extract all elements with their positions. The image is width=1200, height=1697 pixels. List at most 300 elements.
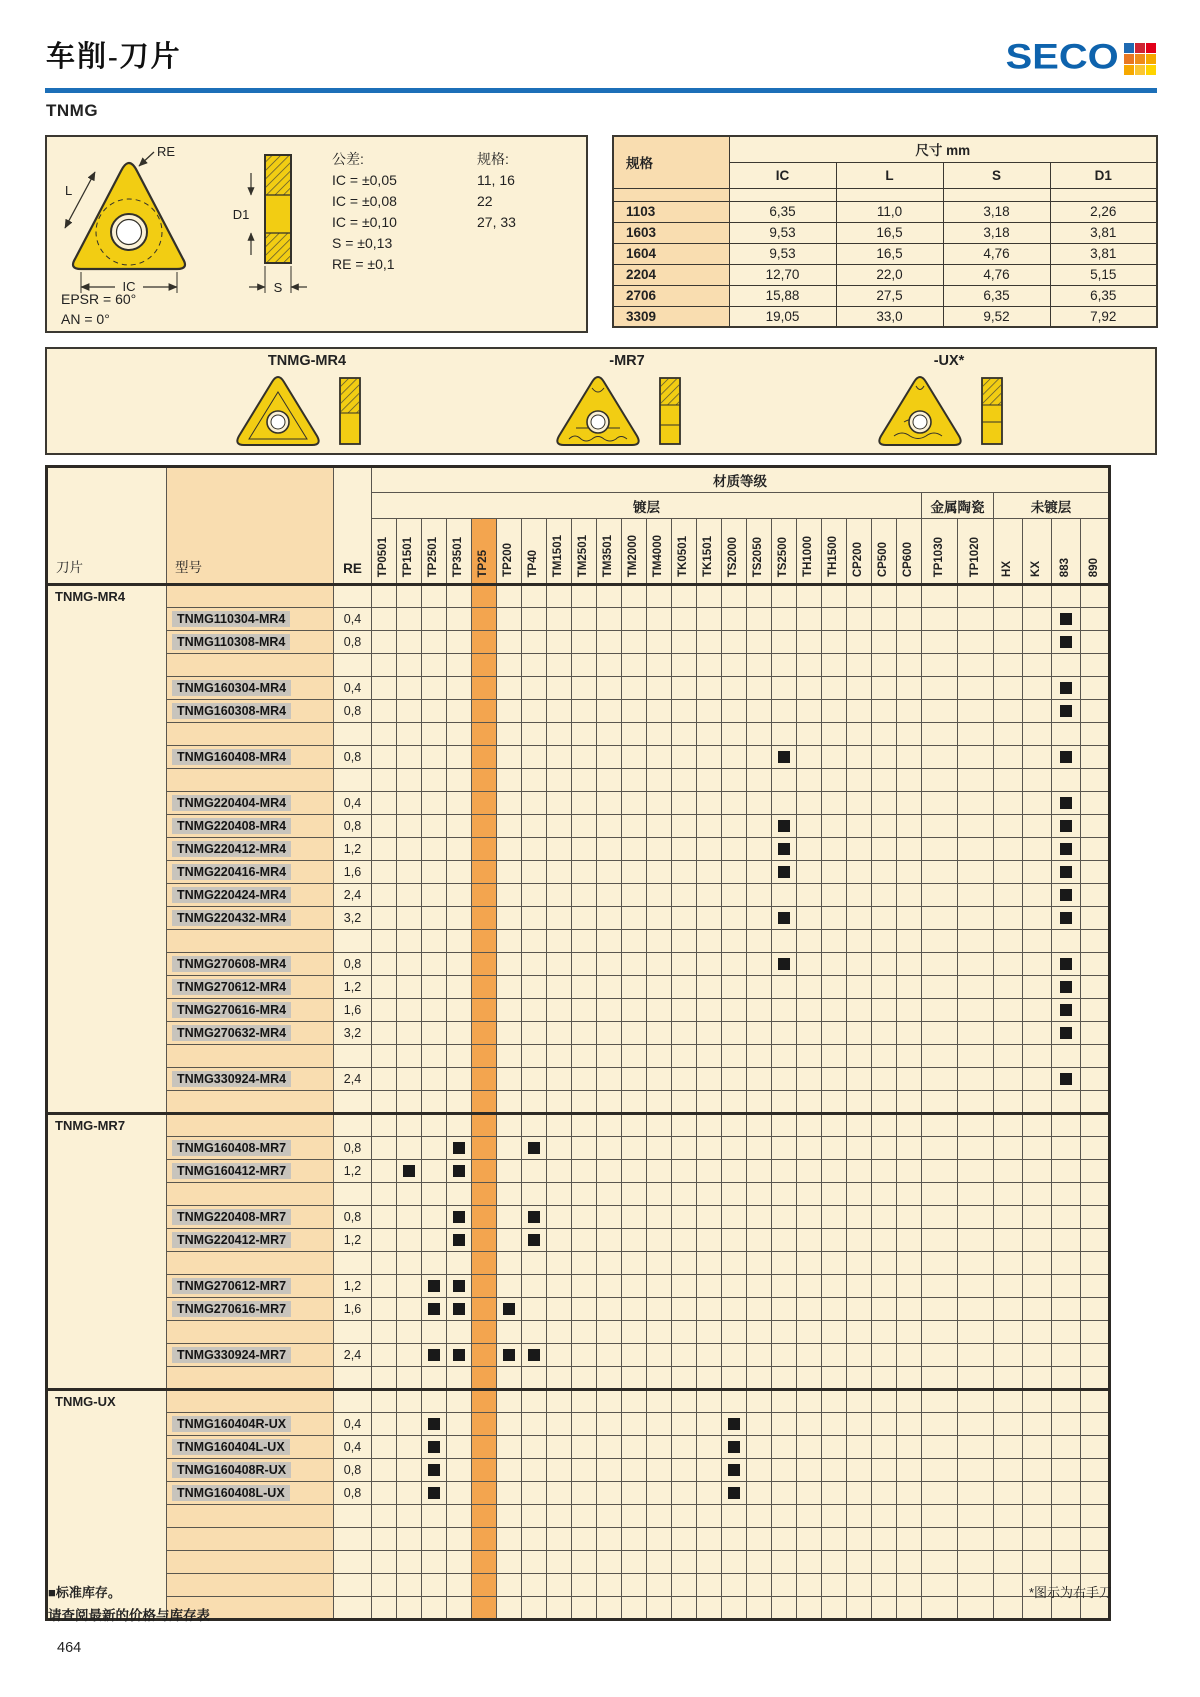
grade-cell [994,1160,1023,1183]
grade-cell [622,1183,647,1206]
grade-cell [647,608,672,631]
matrix-row [47,1413,1110,1436]
grade-cell [747,631,772,654]
grade-cell [522,1390,547,1413]
grade-cell [847,1482,872,1505]
grade-cell [547,792,572,815]
grade-cell [1052,792,1081,815]
grade-cell [872,1298,897,1321]
insert-family-cell [47,677,167,700]
grade-cell [822,700,847,723]
grade-cell [597,792,622,815]
col-header-ic: IC [729,162,836,188]
grade-column-header [922,519,958,585]
dim-value-cell: 15,88 [729,285,836,306]
grade-cell [747,1183,772,1206]
grade-cell [422,1206,447,1229]
grade-cell [958,1275,994,1298]
seco-logo-text: SECO [1005,38,1119,77]
grade-cell [797,1183,822,1206]
grade-cell [822,815,847,838]
grade-cell [958,700,994,723]
grade-cell [772,1068,797,1091]
grade-cell [397,608,422,631]
grade-cell [622,1160,647,1183]
grade-cell [722,1436,747,1459]
grade-cell [994,585,1023,608]
grade-cell [747,608,772,631]
grade-cell [672,1413,697,1436]
dim-value-cell: 27,5 [836,285,943,306]
grade-cell [747,1068,772,1091]
re-cell: 2,4 [334,1344,372,1367]
matrix-row [47,815,1110,838]
grade-cell [422,700,447,723]
seco-logo [1005,38,1156,77]
model-cell [167,1367,334,1390]
grade-cell [747,585,772,608]
grade-cell [372,723,397,746]
insert-view-mr7 [487,353,767,452]
grade-cell [372,1068,397,1091]
grade-cell [672,792,697,815]
model-cell [167,631,334,654]
grade-cell [722,1597,747,1620]
re-cell [334,1528,372,1551]
grade-cell [672,1459,697,1482]
grade-cell [572,1528,597,1551]
grade-cell [1052,976,1081,999]
grade-cell [847,631,872,654]
grade-cell [647,1413,672,1436]
grade-cell [547,1275,572,1298]
matrix-row [47,1367,1110,1390]
grade-cell [522,585,547,608]
grade-cell [897,1275,922,1298]
grade-cell [822,769,847,792]
grade-cell [622,1045,647,1068]
grade-cell [797,1160,822,1183]
grade-cell [572,907,597,930]
matrix-row [47,1528,1110,1551]
grade-cell [797,1505,822,1528]
grade-cell [422,1482,447,1505]
grade-cell [1081,838,1110,861]
grade-cell [397,677,422,700]
grade-cell [447,677,472,700]
grade-cell [722,1505,747,1528]
grade-cell [522,1436,547,1459]
grade-cell [872,1505,897,1528]
grade-cell [547,1068,572,1091]
grade-cell [872,1574,897,1597]
grade-cell [597,723,622,746]
grade-column-label: CP500 [877,541,890,577]
grade-cell [572,654,597,677]
grade-cell [697,677,722,700]
col-header-d1: D1 [1050,162,1157,188]
grade-cell [647,838,672,861]
grade-cell [597,1459,622,1482]
grade-column-header [622,519,647,585]
grade-cell [772,1022,797,1045]
grade-cell [958,1574,994,1597]
grade-cell [372,746,397,769]
grade-cell [922,1068,958,1091]
grade-cell [994,953,1023,976]
model-label: TNMG160408R-UX [172,1462,291,1478]
grade-cell [697,861,722,884]
grade-cell [622,1597,647,1620]
grade-cell [547,838,572,861]
grade-cell [397,1436,422,1459]
grade-cell [822,723,847,746]
grade-cell [397,1321,422,1344]
grade-cell [994,1528,1023,1551]
model-cell [167,677,334,700]
grade-cell [397,999,422,1022]
grade-cell [958,1252,994,1275]
grade-cell [994,1045,1023,1068]
grade-cell [994,1068,1023,1091]
grade-cell [958,654,994,677]
grade-cell [422,884,447,907]
grade-cell [497,1505,522,1528]
grade-cell [872,1022,897,1045]
grade-cell [622,792,647,815]
insert-styles-box [45,347,1157,455]
grade-cell [372,585,397,608]
grade-cell [994,815,1023,838]
grade-cell [772,1390,797,1413]
grade-cell [1081,884,1110,907]
grade-cell [1052,907,1081,930]
grade-cell [922,1298,958,1321]
grade-cell [722,1482,747,1505]
grade-cell [547,1413,572,1436]
grade-column-header [472,519,497,585]
grade-cell [872,1137,897,1160]
grade-cell [772,1160,797,1183]
grade-column-header [422,519,447,585]
grade-cell [372,976,397,999]
insert-family-cell [47,723,167,746]
grade-cell [372,1367,397,1390]
grade-cell [1023,1068,1052,1091]
grade-cell [922,608,958,631]
grade-cell [697,1597,722,1620]
matrix-row [47,1137,1110,1160]
grade-cell [747,861,772,884]
grade-cell [822,1068,847,1091]
grade-cell [447,746,472,769]
model-cell [167,1206,334,1229]
grade-cell [1023,1482,1052,1505]
grade-cell [397,1574,422,1597]
re-cell: 0,4 [334,1436,372,1459]
grade-column-header [897,519,922,585]
grade-cell [1052,1528,1081,1551]
grade-cell [472,930,497,953]
grade-cell [822,1022,847,1045]
grade-cell [994,792,1023,815]
grade-cell [547,1597,572,1620]
grade-cell [647,677,672,700]
grade-cell [447,631,472,654]
re-cell: 1,6 [334,999,372,1022]
grade-cell [772,585,797,608]
grade-cell [622,585,647,608]
grade-cell [958,1114,994,1137]
grade-cell [422,1367,447,1390]
grade-cell [797,1459,822,1482]
matrix-row [47,1505,1110,1528]
grade-cell [497,930,522,953]
grade-cell [672,769,697,792]
grade-cell [1081,1183,1110,1206]
spacer-cell [836,188,943,201]
grade-cell [447,838,472,861]
grade-cell [497,677,522,700]
model-cell [167,907,334,930]
grade-cell [447,884,472,907]
grade-cell [994,907,1023,930]
grade-cell [472,1091,497,1114]
grade-column-header [958,519,994,585]
grade-cell [397,815,422,838]
grade-cell [897,1528,922,1551]
grade-cell [547,631,572,654]
matrix-row [47,907,1110,930]
insert-family-cell [47,930,167,953]
grade-cell [472,677,497,700]
model-cell [167,1252,334,1275]
grade-cell [572,1551,597,1574]
grade-cell [672,861,697,884]
grade-cell [1081,608,1110,631]
insert-family-cell: TNMG-MR7 [47,1114,167,1137]
grade-cell [597,1413,622,1436]
tolerance-line: RE = ±0,1 [332,256,395,272]
grade-cell [672,654,697,677]
grade-cell [647,815,672,838]
grade-cell [572,1022,597,1045]
grade-cell [994,1229,1023,1252]
grade-cell [697,999,722,1022]
grade-cell [772,1459,797,1482]
spec-line: 22 [477,193,493,209]
grade-cell [1081,1068,1110,1091]
grade-cell [872,631,897,654]
grade-cell [572,976,597,999]
grade-cell [647,1091,672,1114]
insert-family-cell [47,815,167,838]
grade-cell [497,907,522,930]
grade-cell [422,1436,447,1459]
grade-cell [772,723,797,746]
re-cell: 1,2 [334,1275,372,1298]
grade-cell [572,1505,597,1528]
matrix-row [47,1459,1110,1482]
grade-cell [994,884,1023,907]
grade-cell [747,1482,772,1505]
grade-cell [547,1551,572,1574]
grade-cell [822,585,847,608]
grade-cell [647,1344,672,1367]
grade-cell [1023,1275,1052,1298]
grade-cell [497,1413,522,1436]
model-label: TNMG270616-MR7 [172,1301,291,1317]
grade-cell [397,792,422,815]
grade-cell [522,1252,547,1275]
grade-cell [922,1091,958,1114]
grade-cell [897,815,922,838]
grade-cell [372,1252,397,1275]
grade-cell [397,723,422,746]
grade-cell [422,1160,447,1183]
d1-dim-label: D1 [232,207,250,222]
grade-cell [958,1367,994,1390]
grade-cell [847,1528,872,1551]
re-cell: 0,4 [334,608,372,631]
grade-cell [572,1344,597,1367]
grade-cell [647,930,672,953]
grade-cell [672,1183,697,1206]
grade-cell [1081,1505,1110,1528]
dim-value-cell: 3,18 [943,201,1050,222]
grade-cell [1023,1413,1052,1436]
grade-cell [1052,1114,1081,1137]
grade-column-label: HX [1001,561,1014,577]
grade-cell [447,1252,472,1275]
grade-cell [422,654,447,677]
grade-cell [797,1551,822,1574]
grade-cell [722,1321,747,1344]
spec-col-header: 规格 [613,136,729,188]
grade-cell [847,976,872,999]
grade-cell [1081,1482,1110,1505]
grade-cell [547,1390,572,1413]
grade-cell [572,861,597,884]
grade-cell [597,700,622,723]
header-rule [45,88,1157,93]
grade-cell [647,1298,672,1321]
grade-cell [994,1413,1023,1436]
grade-cell [622,999,647,1022]
grade-cell [797,1482,822,1505]
model-cell [167,1275,334,1298]
insert-family-cell [47,976,167,999]
grade-cell [572,999,597,1022]
tolerance-block [332,149,397,275]
grade-cell [747,815,772,838]
grade-cell [372,838,397,861]
insert-family-cell [47,1091,167,1114]
grade-cell [994,654,1023,677]
dim-value-cell: 7,92 [1050,306,1157,327]
grade-cell [597,999,622,1022]
re-cell [334,1574,372,1597]
grade-column-header [447,519,472,585]
grade-column-label: TM4000 [652,534,665,577]
grade-cell [772,700,797,723]
grade-cell [822,746,847,769]
grade-cell [822,930,847,953]
spec-list [477,170,516,233]
grade-column-label: CP200 [852,541,865,577]
grade-column-header [647,519,672,585]
dim-value-cell: 9,53 [729,222,836,243]
grade-cell [822,1528,847,1551]
grade-cell [797,1390,822,1413]
grade-cell [1023,769,1052,792]
grade-cell [497,1252,522,1275]
stock-square [428,1464,440,1476]
grade-cell [572,815,597,838]
grade-cell [797,884,822,907]
re-cell: 0,8 [334,1206,372,1229]
grade-cell [647,1482,672,1505]
grade-cell [597,1160,622,1183]
grade-cell [622,1482,647,1505]
grade-cell [697,1574,722,1597]
grade-cell [772,654,797,677]
matrix-row [47,1551,1110,1574]
model-label: TNMG110304-MR4 [172,611,290,627]
matrix-row [47,1068,1110,1091]
grade-cell [647,723,672,746]
grade-cell [522,1183,547,1206]
grade-cell [672,1551,697,1574]
dims-header-row [613,136,1157,162]
matrix-row [47,700,1110,723]
grade-column-label: TK0501 [677,536,690,577]
model-cell [167,861,334,884]
grade-cell [897,1390,922,1413]
grade-cell [522,838,547,861]
stock-square [778,843,790,855]
matrix-row [47,1252,1110,1275]
grade-cell [447,930,472,953]
grade-cell [722,999,747,1022]
grade-cell [372,1160,397,1183]
grade-cell [994,700,1023,723]
grade-cell [497,1275,522,1298]
model-cell [167,815,334,838]
grade-cell [1023,1505,1052,1528]
grade-cell [447,1321,472,1344]
re-cell: 0,8 [334,631,372,654]
grade-column-label: TS2000 [727,536,740,577]
dims-body [613,201,1157,327]
model-label: TNMG160408L-UX [172,1485,290,1501]
grade-cell [1052,1183,1081,1206]
model-label: TNMG220424-MR4 [172,887,291,903]
grade-cell [822,999,847,1022]
grade-cell [572,1229,597,1252]
grade-cell [372,700,397,723]
grade-cell [872,677,897,700]
grade-cell [497,746,522,769]
model-cell [167,1068,334,1091]
grade-cell [747,723,772,746]
grade-cell [772,930,797,953]
model-cell [167,976,334,999]
grade-cell [922,1114,958,1137]
grade-cell [397,838,422,861]
grade-cell [497,838,522,861]
grade-column-header [797,519,822,585]
